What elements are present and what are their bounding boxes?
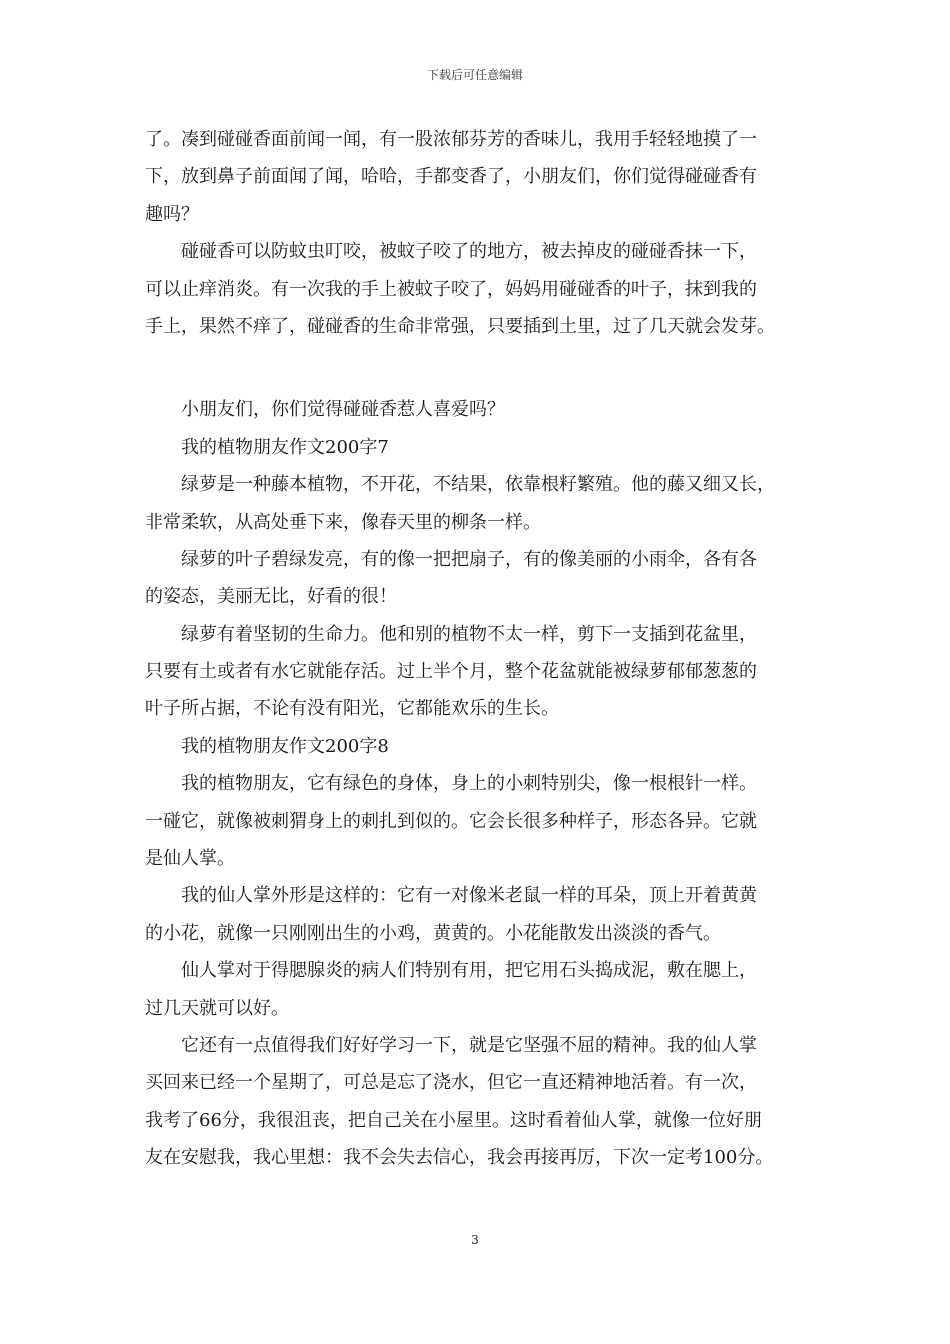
text-line: 了。凑到碰碰香面前闻一闻，有一股浓郁芬芳的香味儿，我用手轻轻地摸了一 — [145, 129, 757, 150]
text-line: 手上，果然不痒了，碰碰香的生命非常强，只要插到土里，过了几天就会发芽。 — [145, 315, 775, 337]
text-line: 我的植物朋友，它有绿色的身体，身上的小刺特别尖，像一根根针一样。 — [145, 773, 757, 795]
text-line: 碰碰香可以防蚊虫叮咬，被蚊子咬了的地方，被去掉皮的碰碰香抹一下， — [145, 241, 757, 263]
text-line: 是仙人掌。 — [145, 848, 235, 870]
text-line: 小朋友们，你们觉得碰碰香惹人喜爱吗？ — [145, 399, 505, 421]
text-line: 它还有一点值得我们好好学习一下，就是它坚强不屈的精神。我的仙人掌 — [145, 1034, 757, 1056]
text-line: 趣吗？ — [145, 203, 199, 225]
section-heading: 我的植物朋友作文200字8 — [145, 735, 389, 757]
paragraph-block-2 — [145, 233, 825, 345]
text-line: 下，放到鼻子前面闻了闻，哈哈，手都变香了，小朋友们，你们觉得碰碰香有 — [145, 166, 757, 188]
text-line: 只要有土或者有水它就能存活。过上半个月，整个花盆就能被绿萝郁郁葱葱的 — [145, 661, 757, 683]
text-line: 一碰它，就像被刺猬身上的刺扎到似的。它会长很多种样子，形态各异。它就 — [145, 810, 757, 832]
paragraph-block-1 — [145, 121, 825, 233]
text-line: 我的仙人掌外形是这样的：它有一对像米老鼠一样的耳朵，顶上开着黄黄 — [145, 885, 757, 907]
text-line: 友在安慰我，我心里想：我不会失去信心，我会再接再厉，下次一定考100分。 — [145, 1147, 774, 1169]
text-line: 可以止痒消炎。有一次我的手上被蚊子咬了，妈妈用碰碰香的叶子，抹到我的 — [145, 278, 757, 300]
text-line: 绿萝有着坚韧的生命力。他和别的植物不太一样，剪下一支插到花盆里， — [145, 623, 757, 645]
paragraph-gap — [145, 345, 825, 391]
document-body — [145, 121, 825, 1177]
text-line: 买回来已经一个星期了，可总是忘了浇水，但它一直还精神地活着。有一次， — [145, 1072, 757, 1094]
text-line: 叶子所占据，不论有没有阳光，它都能欢乐的生长。 — [145, 698, 559, 720]
text-line: 的姿态，美丽无比，好看的很！ — [145, 586, 397, 608]
section-heading: 我的植物朋友作文200字7 — [145, 436, 389, 458]
text-line: 的小花，就像一只刚刚出生的小鸡，黄黄的。小花能散发出淡淡的香气。 — [145, 922, 721, 944]
paragraph-block-3 — [145, 391, 825, 1176]
text-line: 我考了66分，我很沮丧，把自己关在小屋里。这时看着仙人掌，就像一位好朋 — [145, 1109, 762, 1131]
text-line: 绿萝的叶子碧绿发亮，有的像一把把扇子，有的像美丽的小雨伞，各有各 — [145, 548, 757, 570]
page-number: 3 — [471, 1233, 479, 1247]
page-header: 下载后可任意编辑 — [426, 68, 523, 82]
text-line: 过几天就可以好。 — [145, 997, 289, 1019]
text-line: 仙人掌对于得腮腺炎的病人们特别有用，把它用石头捣成泥，敷在腮上， — [145, 960, 757, 982]
text-line: 非常柔软，从高处垂下来，像春天里的柳条一样。 — [145, 511, 541, 533]
text-line: 绿萝是一种藤本植物，不开花，不结果，依靠根籽繁殖。他的藤又细又长， — [145, 474, 775, 496]
